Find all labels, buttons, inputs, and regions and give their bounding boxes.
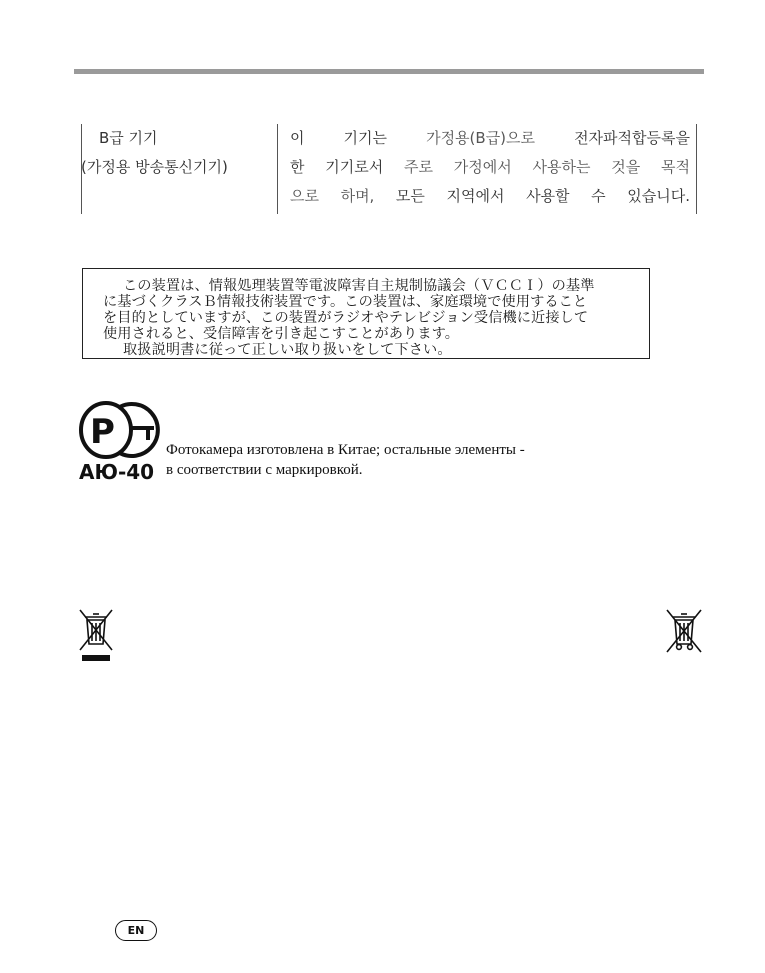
vcci-line-1: この装置は、情報処理装置等電波障害自主規制協議会（ＶＣＣＩ）の基準 [123,278,595,294]
vcci-line-5: 取扱説明書に従って正しい取り扱いをして下さい。 [123,342,452,358]
russian-origin-notice [166,440,525,480]
word: 주로 [404,158,433,176]
word: 것을 [611,158,641,176]
rc-logo-code: АЮ-40 [79,460,155,482]
korean-text-row-2 [290,153,690,182]
rc-logo-letter: P [90,412,115,452]
vcci-line-2: に基づくクラスＢ情報技術装置です。この装置は、家庭環境で使用すること [103,294,588,310]
word: 목적 [660,158,690,176]
table-border-middle [277,124,278,214]
vcci-line-4: 使用されると、受信障害を引き起こすことがあります。 [103,326,460,342]
russian-line-1: Фотокамера изготовлена в Китае; остальные элементы - [166,442,525,458]
word: 으로 [290,187,319,205]
word: 수 [591,187,606,205]
word: 지역에서 [446,187,505,205]
word: 기기는 [343,129,388,147]
word: 하며, [340,187,375,205]
crossed-bin-with-bar-icon [78,606,114,662]
korean-notice-text [290,124,690,211]
russian-line-2: в соответствии с маркировкой. [166,462,363,478]
word: 전자파적합등록을 [574,129,690,147]
word: 한 [290,158,305,176]
rostest-pc-icon [78,400,168,482]
word: 사용하는 [532,158,591,176]
vcci-notice-box [82,268,650,359]
language-badge: EN [115,920,157,941]
word: 가정에서 [453,158,512,176]
korean-text-row-3 [290,182,690,211]
word: 이 [290,129,305,147]
korean-class-sublabel: (가정용 방송통신기기) [81,158,228,176]
korean-class-b-notice [81,124,697,214]
korean-device-class [81,124,277,182]
crossed-bin-icon [665,606,703,656]
header-rule [74,69,704,74]
korean-class-label: B급 기기 [99,129,158,147]
word: 모든 [395,187,425,205]
word: 사용할 [526,187,570,205]
table-border-right [696,124,697,214]
word: 기기로서 [325,158,384,176]
vcci-line-3: を目的としていますが、この装置がラジオやテレビジョン受信機に近接して [103,310,589,326]
word: 있습니다. [627,187,690,205]
korean-text-row-1 [290,124,690,153]
word: 가정용(B급)으로 [426,129,536,147]
